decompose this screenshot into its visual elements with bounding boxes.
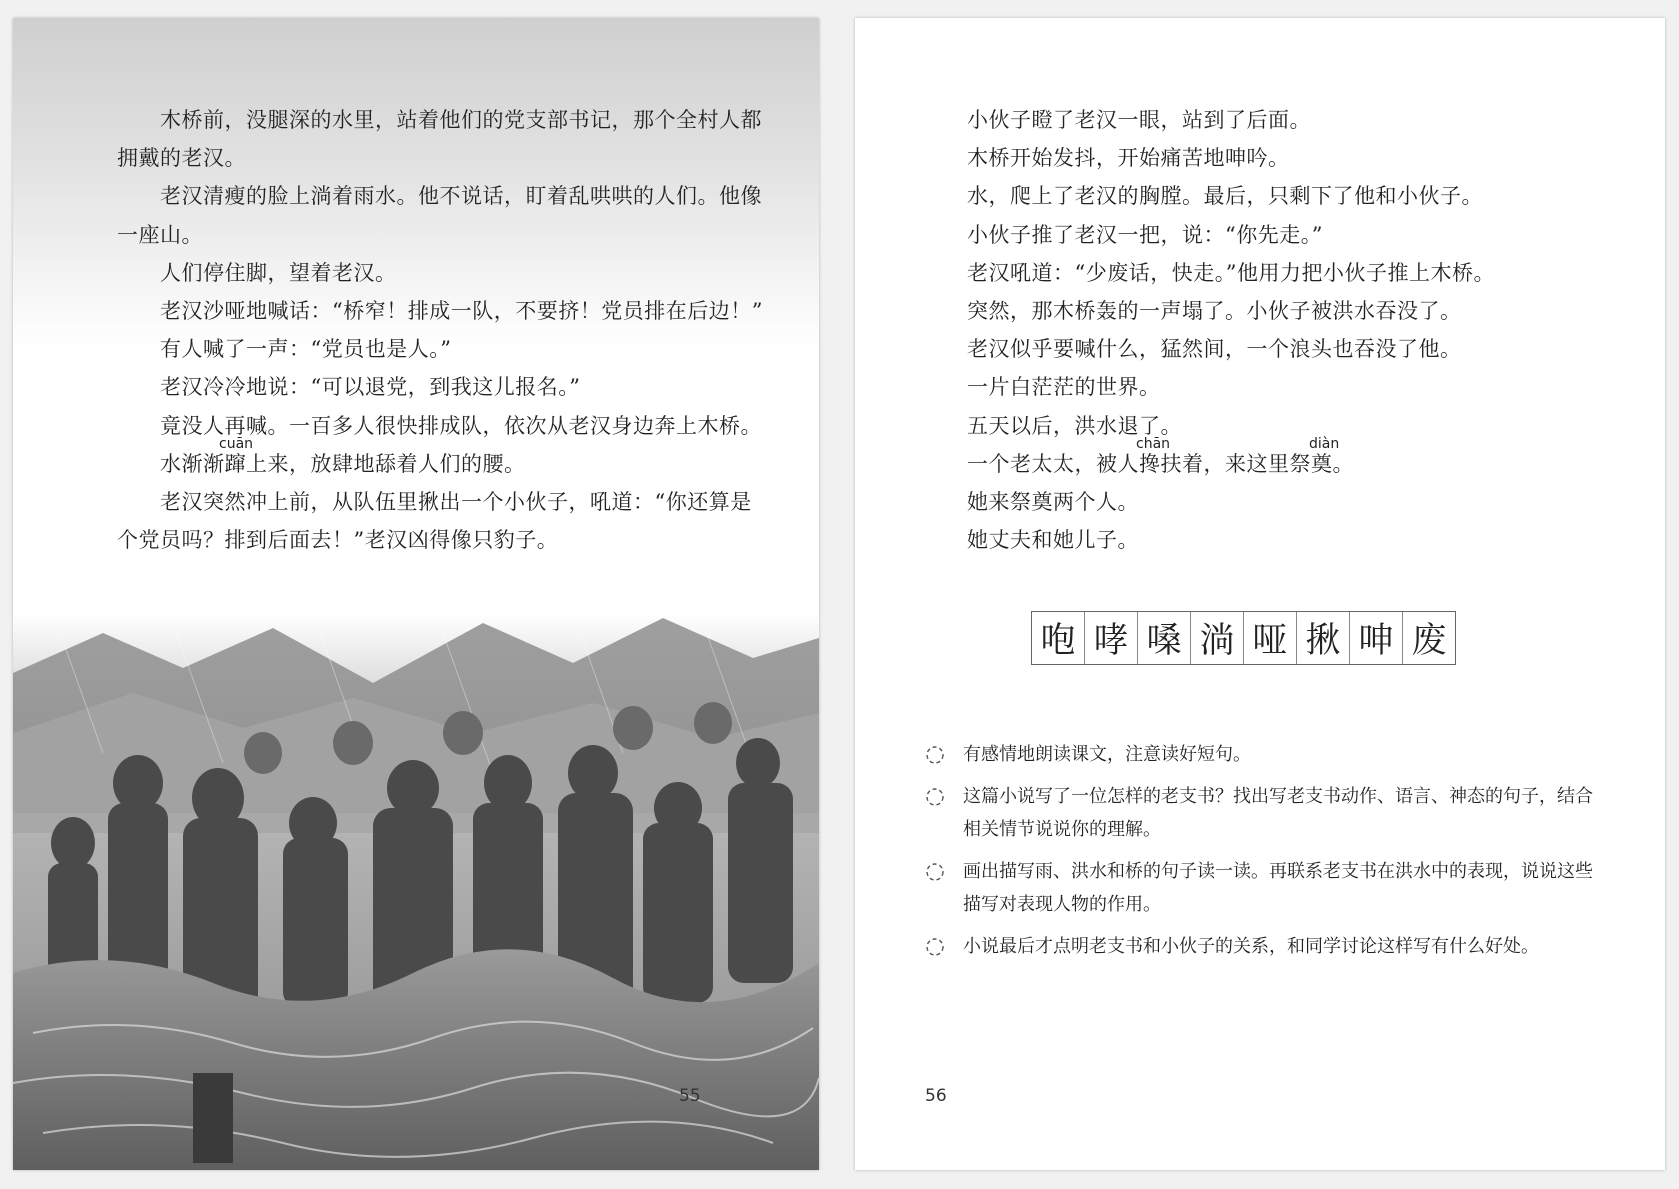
- vocab-character: 废: [1411, 621, 1447, 661]
- text-line: 小伙子推了老汉一把，说：“你先走。”: [967, 222, 1323, 247]
- question-item: [925, 738, 1595, 771]
- dashed-circle-icon: [925, 745, 945, 765]
- question-text: 有感情地朗读课文，注意读好短句。: [963, 744, 1251, 765]
- paragraph: 老汉清瘦的脸上淌着雨水。他不说话，盯着乱哄哄的人们。他像一座山。: [117, 184, 762, 247]
- text-line: 水，爬上了老汉的胸膛。最后，只剩下了他和小伙子。: [967, 184, 1483, 209]
- text-line: 一个老太太，被人搀扶着，来这里祭奠。: [967, 451, 1354, 476]
- page-number: 56: [925, 1086, 947, 1106]
- vocabulary-character-grid: [1031, 611, 1456, 665]
- right-page-text: [967, 101, 1607, 559]
- page-number: 55: [679, 1086, 701, 1106]
- paragraph: 老汉突然冲上前，从队伍里揪出一个小伙子，吼道：“你还算是个党员吗？排到后面去！”老汉凶得像只豹子。: [117, 490, 752, 553]
- question-text: 小说最后才点明老支书和小伙子的关系，和同学讨论这样写有什么好处。: [963, 936, 1539, 957]
- right-page: [855, 18, 1665, 1170]
- pinyin-annotation: diàn: [1309, 436, 1340, 452]
- paragraph: 竟没人再喊。一百多人很快排成队，依次从老汉身边奔上木桥。: [160, 413, 762, 438]
- vocab-character: 哮: [1085, 612, 1138, 664]
- text-line: 小伙子瞪了老汉一眼，站到了后面。: [967, 108, 1311, 132]
- paragraph: 木桥前，没腿深的水里，站着他们的党支部书记，那个全村人都拥戴的老汉。: [117, 108, 762, 171]
- vocab-character: 淌: [1191, 612, 1244, 664]
- dashed-circle-icon: [925, 862, 945, 882]
- left-page: [13, 18, 819, 1170]
- text-line: 一片白茫茫的世界。: [967, 375, 1161, 400]
- text-line: 木桥开始发抖，开始痛苦地呻吟。: [967, 146, 1290, 171]
- text-line: 她来祭奠两个人。: [967, 490, 1139, 515]
- vocab-character: 咆: [1032, 612, 1085, 664]
- dashed-circle-icon: [925, 937, 945, 957]
- paragraph: 水渐渐蹿上来，放肆地舔着人们的腰。: [160, 451, 526, 476]
- paragraph: 人们停住脚，望着老汉。: [160, 260, 397, 285]
- vocab-character: 哑: [1244, 612, 1297, 664]
- text-line: 老汉似乎要喊什么，猛然间，一个浪头也吞没了他。: [967, 337, 1462, 362]
- question-text: 画出描写雨、洪水和桥的句子读一读。再联系老支书在洪水中的表现，说说这些描写对表现人物的作用。: [963, 861, 1593, 915]
- text-line: 老汉吼道：“少废话，快走。”他用力把小伙子推上木桥。: [967, 260, 1495, 285]
- question-item: [925, 930, 1595, 963]
- pinyin-annotation: chān: [1136, 436, 1171, 452]
- left-page-text: [117, 101, 767, 559]
- paragraph: 老汉冷冷地说：“可以退党，到我这儿报名。”: [160, 375, 581, 400]
- vocab-character: 呻: [1350, 612, 1403, 664]
- text-line: 五天以后，洪水退了。: [967, 413, 1182, 438]
- paragraph: 老汉沙哑地喊话：“桥窄！排成一队，不要挤！党员排在后边！”: [160, 299, 763, 324]
- vocab-character: 揪: [1297, 612, 1350, 664]
- exercise-questions: [925, 738, 1595, 972]
- pinyin-annotation: cuān: [219, 436, 254, 452]
- dashed-circle-icon: [925, 787, 945, 807]
- vocab-character: 嗓: [1138, 612, 1191, 664]
- paragraph: 有人喊了一声：“党员也是人。”: [160, 337, 452, 362]
- text-line: 突然，那木桥轰的一声塌了。小伙子被洪水吞没了。: [967, 299, 1462, 324]
- question-item: [925, 780, 1595, 846]
- question-text: 这篇小说写了一位怎样的老支书？找出写老支书动作、语言、神态的句子，结合相关情节说说你的理解。: [963, 786, 1593, 840]
- text-line: 她丈夫和她儿子。: [967, 528, 1139, 553]
- question-item: [925, 855, 1595, 921]
